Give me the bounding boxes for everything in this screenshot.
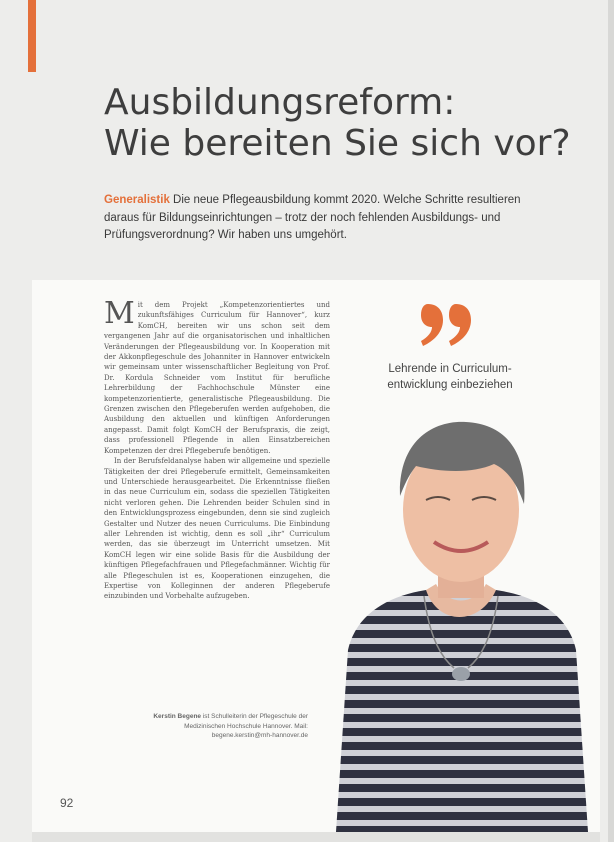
lead-text: Die neue Pflegeausbildung kommt 2020. Welche Schritte resultieren daraus für Bildungseinrichtungen – trotz der noch fehlenden Ausbildungs- und Prüfungsverordnung? Wir haben uns umgehört.: [104, 194, 521, 241]
drop-cap: M: [104, 296, 135, 331]
article-title: [104, 82, 584, 164]
article-body: [104, 296, 330, 602]
page-edge: [608, 0, 614, 842]
pull-quote: Lehrende in Curriculum-entwicklung einbeziehen: [387, 363, 513, 391]
body-paragraph-1-text: it dem Projekt „Kompetenzorientiertes und zukunftsfähiges Curriculum für Hannover“, kurz KomCH, bereiten wir uns schon seit dem vergangenen Jahr auf die organisatorischen und inhaltlichen Veränderungen der Pflegeausbildung vor. In Kooperation mit der Akkonpflegeschule des Johanniter in Hannover entwickeln wir gemeinsam unter wissenschaftlicher Begleitung von Prof. Dr. Kordula Schneider vom Institut für berufliche Lehrerbildung der Fachhochschule Münster eine kompetenzorientierte, generalistische Pflegeausbildung. Die Grenzen zwischen den Pflegeberufen werden aufgehoben, die Ausbildung den aktuellen und künftigen Anforderungen angepasst. Damit folgt KomCH der Berufspraxis, die zeigt, dass professionell Pflegende in allen Einsatzbereichen Kompetenzen der drei Pflegeberufe benötigen.: [104, 301, 330, 455]
quote-mark-icon: [416, 296, 476, 356]
lead-paragraph: [104, 192, 544, 245]
body-paragraph-1: [104, 296, 330, 456]
top-accent-bar: [28, 0, 36, 72]
body-paragraph-2: In der Berufsfeldanalyse haben wir allgemeine und spezielle Tätigkeiten der drei Pflegeberufe ermittelt, Gemeinsamkeiten und Unterschiede herausgearbeitet. Die Erkenntnisse fließen in das neue Curriculum ein, sodass die speziellen Tätigkeiten nicht verloren gehen. Die Lehrenden beider Schulen sind in den Entwicklungsprozess eingebunden, denn sie sind zugleich Gestalter und Nutzer des neuen Curriculums. Die Einbindung aller Lehrenden ist wichtig, denn es soll „ihr“ Curriculum werden, das sie überzeugt im Unterricht umsetzen. Mit KomCH legen wir eine solide Basis für die Ausbildung der künftigen Pflegefachfrauen und Pflegefachmänner. Wichtig für alle Pflegeschulen ist es, Kooperationen einzugehen, die Expertise von Kolleginnen der anderen Pflegeberufe einzubinden und Vorbehalte aufzugeben.: [104, 457, 330, 601]
page-bottom-edge: [32, 832, 600, 842]
author-bio: ist Schulleiterin der Pflegeschule der Medizinischen Hochschule Hannover. Mail: begene.kerstin@mh-hannover.de: [184, 713, 308, 739]
author-caption: [140, 712, 308, 741]
title-line-2: Wie bereiten Sie sich vor?: [104, 123, 571, 164]
page-number: 92: [60, 796, 74, 810]
author-name: Kerstin Begene: [153, 713, 202, 720]
lead-kicker: Generalistik: [104, 194, 170, 206]
title-line-1: Ausbildungsreform:: [104, 82, 456, 123]
author-portrait: [330, 400, 592, 832]
